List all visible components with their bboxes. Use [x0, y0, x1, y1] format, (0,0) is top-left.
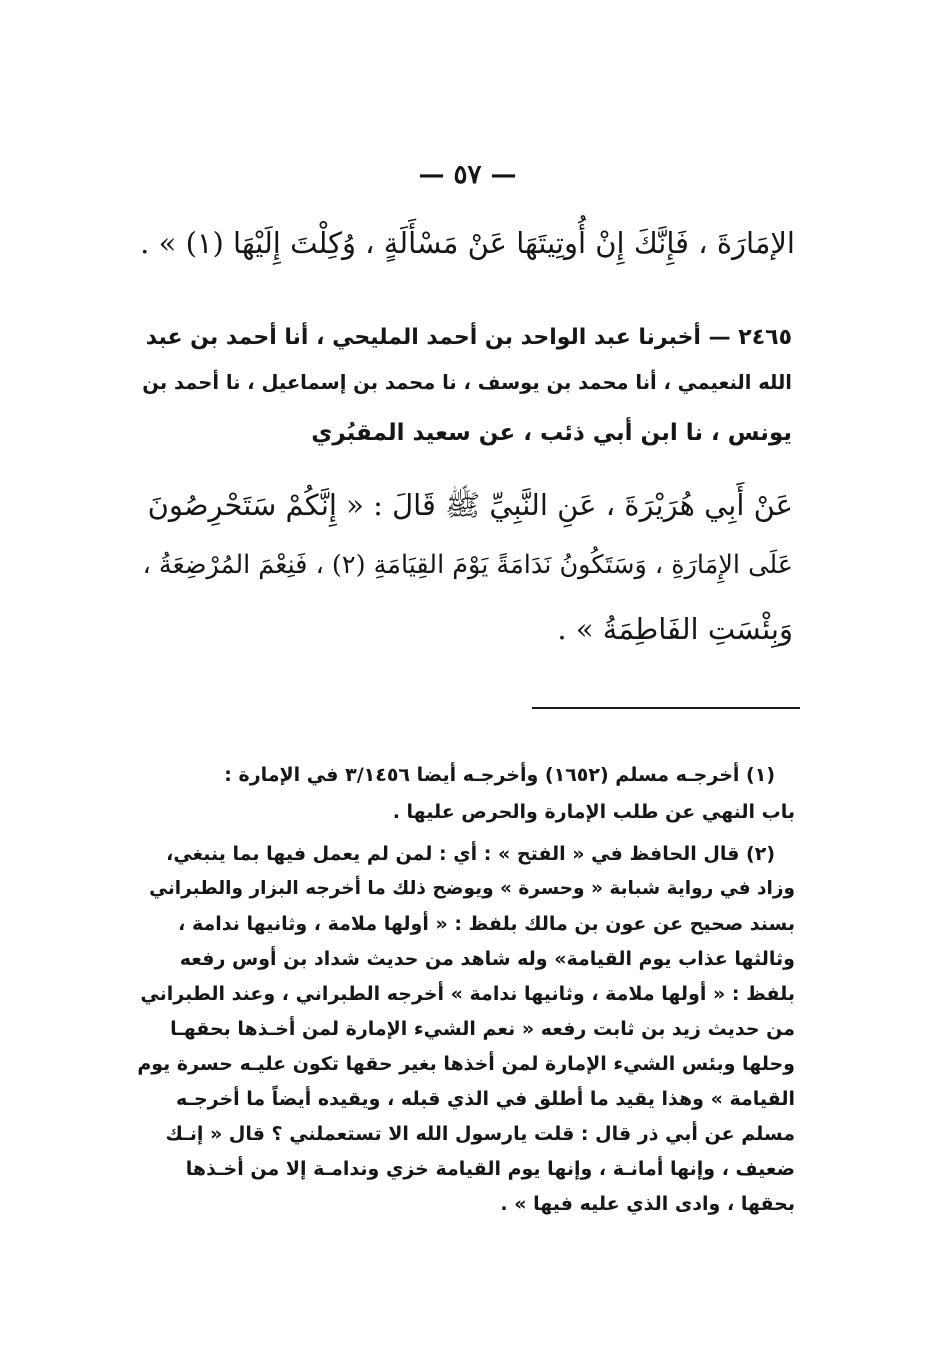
footnote-line: بحقها ، وادى الذي عليه فيها » .	[500, 1193, 795, 1215]
footnote-line: باب النهي عن طلب الإمارة والحرص عليها .	[392, 801, 795, 823]
matn-line: عَلَى الإِمَارَةِ ، وَسَتَكُونُ نَدَامَةً يَوْمَ القِيَامَةِ (٢) ، فَنِعْمَ المُرْضِعَةُ ،	[142, 550, 793, 580]
footnote-line: القيامة » وهذا يقيد ما أطلق في الذي قبله ، ويقيده أيضاً ما أخرجـه	[175, 1088, 795, 1110]
footnote-line: من حديث زيد بن ثابت رفعه « نعم الشيء الإمارة لمن أخـذها بحقهـا	[170, 1018, 795, 1040]
footnote-line: بلفظ : « أولها ملامة ، وثانيها ندامة » أخرجه الطبراني ، وعند الطبراني	[140, 983, 795, 1005]
footnote-line: (١) أخرجـه مسلم (١٦٥٢) وأخرجـه أيضا ٣/١٤٥٦ في الإمارة :	[224, 764, 775, 786]
footnote-line: (٢) قال الحافظ في « الفتح » : أي : لمن لم يعمل فيها بما ينبغي،	[166, 843, 775, 865]
footnote-line: ضعيف ، وإنها أمانـة ، وإنها يوم القيامة خزي وندامـة إلا من أخـذها	[185, 1158, 795, 1180]
footnote-divider	[532, 707, 800, 709]
isnad-line: الله النعيمي ، أنا محمد بن يوسف ، نا محمد بن إسماعيل ، نا أحمد بن	[142, 371, 792, 394]
isnad-line: يونس ، نا ابن أبي ذئب ، عن سعيد المقبُري	[311, 420, 792, 446]
isnad-line: ٢٤٦٥ — أخبرنا عبد الواحد بن أحمد المليحي ، أنا أحمد بن عبد	[145, 325, 792, 350]
matn-line: وَبِئْسَتِ الفَاطِمَةُ » .	[557, 612, 793, 646]
matn-line: عَنْ أَبِي هُرَيْرَةَ ، عَنِ النَّبِيِّ ﷺ قَالَ : « إِنَّكُمْ سَتَحْرِصُونَ	[147, 488, 793, 522]
footnote-line: وثالثها عذاب يوم القيامة» وله شاهد من حديث شداد بن أوس رفعه	[179, 948, 795, 970]
page-number: — ٥٧ —	[418, 160, 517, 190]
footnote-line: وزاد في رواية شبابة « وحسرة » ويوضح ذلك ما أخرجه البزار والطبراني	[149, 878, 795, 899]
hadith-end-line: الإمَارَةَ ، فَإِنَّكَ إِنْ أُوتِيتَهَا عَنْ مَسْأَلَةٍ ، وُكِلْتَ إِلَيْهَا (١) » .	[140, 226, 795, 260]
footnote-line: مسلم عن أبي ذر قال : قلت يارسول الله الا تستعملني ؟ قال « إنـك	[165, 1123, 795, 1145]
footnote-line: بسند صحيح عن عون بن مالك بلفظ : « أولها ملامة ، وثانيها ندامة ،	[178, 913, 795, 935]
footnote-line: وحلها وبئس الشيء الإمارة لمن أخذها بغير حقها تكون عليـه حسرة يوم	[137, 1053, 795, 1075]
